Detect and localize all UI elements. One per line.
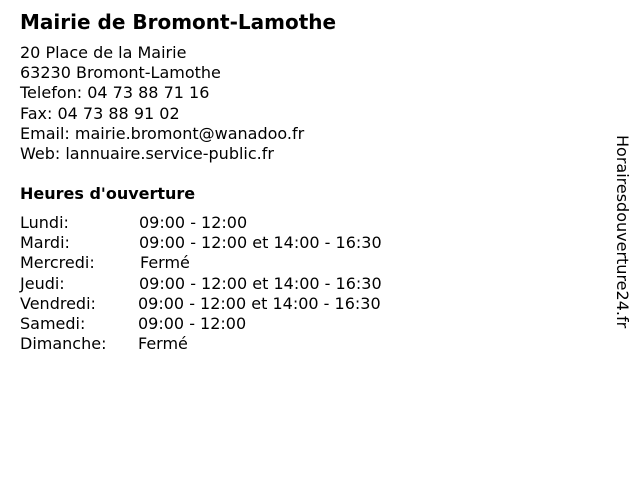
hours-time: Fermé [140,253,190,273]
hours-day: Samedi: [20,313,86,333]
hours-time: 09:00 - 12:00 [139,213,248,232]
page-title: Mairie de Bromont-Lamothe [20,10,337,34]
fax-number: Fax: 04 73 88 91 02 [20,103,180,123]
hours-time: Fermé [138,334,188,354]
hours-day: Mardi: [20,233,70,253]
hours-day: Dimanche: [20,334,107,354]
hours-day: Lundi: [20,213,69,232]
hours-day: Vendredi: [20,293,96,313]
hours-day: Jeudi: [20,273,65,293]
phone-number: Telefon: 04 73 88 71 16 [20,83,210,103]
address-street: 20 Place de la Mairie [20,43,187,62]
address-block [20,43,304,164]
hours-time: 09:00 - 12:00 [138,313,247,333]
opening-hours-heading: Heures d'ouverture [20,184,196,203]
site-watermark: Horairesdouverture24.fr [613,135,632,329]
hours-time: 09:00 - 12:00 et 14:00 - 16:30 [139,233,382,253]
website: Web: lannuaire.service-public.fr [20,143,274,163]
email-address: Email: mairie.bromont@wanadoo.fr [20,123,305,143]
address-city: 63230 Bromont-Lamothe [20,63,221,83]
hours-day: Mercredi: [20,253,95,273]
hours-time: 09:00 - 12:00 et 14:00 - 16:30 [139,273,382,293]
hours-time: 09:00 - 12:00 et 14:00 - 16:30 [138,293,381,313]
